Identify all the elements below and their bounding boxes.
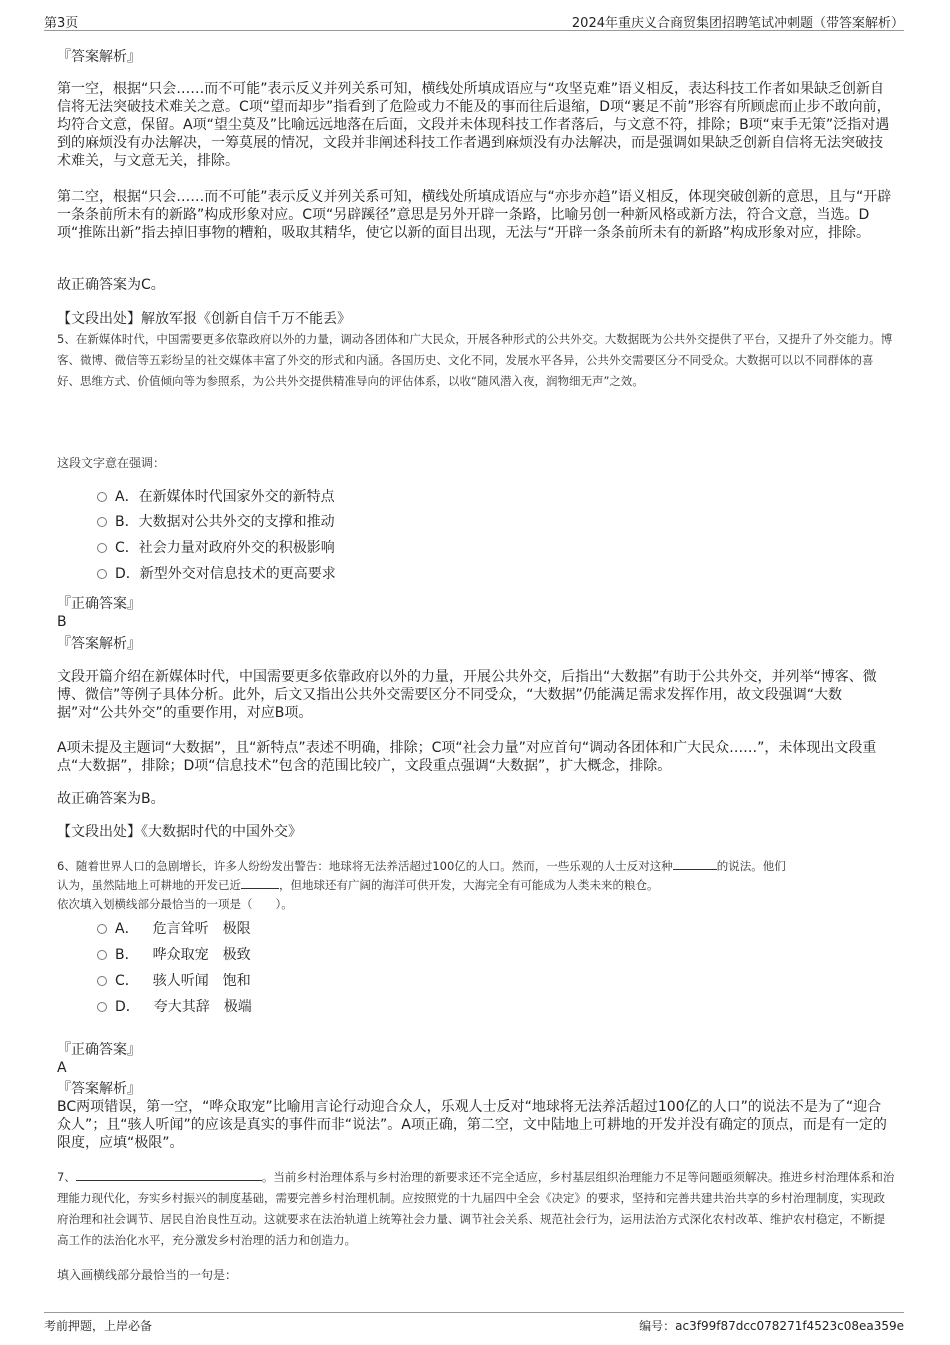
page-footer [44, 1312, 904, 1343]
footer-slogan: 考前押题，上岸必备 [44, 1319, 153, 1333]
option-letter: B． [115, 514, 139, 530]
q4-analysis-para2: 第二空，根据“只会……而不可能”表示反义并列关系可知，横线处所填成语应与“亦步亦趋”语义相反，体现突破创新的意思，且与“开辟一条条前所未有的新路”构成形象对应。C项“另辟蹊径”意思是另外开辟一条路，比喻另创一种新风格或新方法，符合文意，当选。D项“推陈出新”指去掉旧事物的糟粕，吸取其精华，使它以新的面目出现，无法与“开辟一条条前所未有的新路”构成形象对应，排除。 [57, 189, 892, 241]
radio-icon[interactable] [97, 492, 107, 502]
q4-analysis-label: 『答案解析』 [57, 49, 141, 65]
q6-correct-label: 『正确答案』 [57, 1042, 141, 1058]
q5-analysis-label: 『答案解析』 [57, 636, 141, 652]
option-word-2: 极致 [222, 947, 251, 963]
page-number: 第3页 [44, 16, 79, 31]
option-text: 社会力量对政府外交的积极影响 [138, 540, 335, 556]
q6-option-c[interactable] [97, 970, 251, 992]
option-letter: D． [115, 566, 140, 582]
option-word-2: 极限 [222, 921, 251, 937]
q6-analysis-label: 『答案解析』 [57, 1081, 141, 1097]
q5-option-a[interactable] [97, 486, 335, 508]
option-letter: C． [115, 973, 139, 989]
radio-icon[interactable] [97, 517, 107, 527]
q7-blank [76, 1168, 262, 1181]
option-letter: A． [115, 489, 139, 505]
q5-correct-label: 『正确答案』 [57, 596, 141, 612]
q4-source: 【文段出处】解放军报《创新自信千万不能丢》 [57, 311, 351, 327]
q6-stem-part4: ，但地球还有广阔的海洋可供开发，大海完全有可能成为人类未来的粮仓。 [279, 878, 659, 892]
document-title: 2024年重庆义合商贸集团招聘笔试冲刺题（带答案解析） [571, 16, 904, 31]
option-text: 新型外交对信息技术的更高要求 [139, 566, 336, 582]
option-word-1: 骇人听闻 [152, 973, 209, 989]
q6-stem [57, 857, 895, 914]
option-text: 在新媒体时代国家外交的新特点 [138, 489, 335, 505]
document-id: 编号：ac3f99f87dcc078271f4523c08ea359e [639, 1319, 904, 1333]
q5-answer: B [57, 614, 67, 630]
radio-icon[interactable] [97, 924, 107, 934]
q6-blank-2 [241, 876, 279, 889]
q5-analysis-para2: A项未提及主题词“大数据”，且“新特点”表述不明确，排除；C项“社会力量”对应首句“调动各团体和广大民众……”，未体现出文段重点“大数据”，排除；D项“信息技术”包含的范围比较广，文段重点强调“大数据”，扩大概念，排除。 [57, 740, 877, 774]
option-letter: D． [115, 999, 140, 1015]
q4-conclusion: 故正确答案为C。 [57, 277, 165, 293]
radio-icon[interactable] [97, 950, 107, 960]
q5-option-d[interactable] [97, 563, 336, 585]
radio-icon[interactable] [97, 543, 107, 553]
q6-stem-part1: 6、随着世界人口的急剧增长，许多人纷纷发出警告：地球将无法养活超过100亿的人口。然而，一些乐观的人士反对这种 [57, 859, 673, 873]
q6-stem-part3: 认为，虽然陆地上可耕地的开发已近 [57, 878, 241, 892]
option-letter: B． [115, 947, 139, 963]
q5-stem: 5、在新媒体时代，中国需要更多依靠政府以外的力量，调动各团体和广大民众，开展各种形式的公共外交。大数据既为公共外交提供了平台，又提升了外交能力。博客、微博、微信等五彩纷呈的社交媒体丰富了外交的形式和内涵。各国历史、文化不同，发展水平各异，公共外交需要区分不同受众。大数据可以以不同群体的喜好、思维方式、价值倾向等为参照系，为公共外交提供精准导向的评估体系，以收“随风潜入夜，润物细无声”之效。 [57, 332, 893, 388]
option-word-2: 饱和 [222, 973, 251, 989]
q7-prompt: 填入画横线部分最恰当的一句是： [57, 1268, 238, 1282]
q6-answer: A [57, 1060, 67, 1076]
q6-prompt: 依次填入划横线部分最恰当的一项是（ ）。 [57, 897, 293, 911]
q5-source: 【文段出处】《大数据时代的中国外交》 [57, 824, 302, 840]
radio-icon[interactable] [97, 569, 107, 579]
q4-analysis-para1: 第一空，根据“只会……而不可能”表示反义并列关系可知，横线处所填成语应与“攻坚克难”语义相反，表达科技工作者如果缺乏创新自信将无法突破技术难关之意。C项“望而却步”指看到了危险或力不能及的事而往后退缩，D项“裹足不前”形容有所顾虑而止步不敢向前，均符合文意，保留。A项“望尘莫及”比喻远远地落在后面，文段并未体现科技工作者落后，与文意不符，排除；B项“束手无策”泛指对遇到的麻烦没有办法解决，一筹莫展的情况，文段并非阐述科技工作者遇到麻烦没有办法解决，而是强调如果缺乏创新自信将无法突破技术难关，与文意无关，排除。 [57, 81, 891, 169]
q7-number: 7、 [57, 1170, 76, 1184]
q6-option-b[interactable] [97, 944, 251, 966]
page-header [44, 0, 904, 31]
q6-option-a[interactable] [97, 918, 251, 940]
q6-option-d[interactable] [97, 996, 252, 1018]
option-word-1: 夸大其辞 [153, 999, 210, 1015]
q5-option-c[interactable] [97, 537, 335, 559]
option-word-2: 极端 [223, 999, 252, 1015]
radio-icon[interactable] [97, 976, 107, 986]
option-word-1: 哗众取宠 [152, 947, 209, 963]
q6-analysis: BC两项错误，第一空，“哗众取宠”比喻用言论行动迎合众人，乐观人士反对“地球将无法养活超过100亿的人口”的说法不是为了“迎合众人”；且“骇人听闻”的应该是真实的事件而非“说法”。A项正确，第二空，文中陆地上可耕地的开发并没有确定的顶点，而是有一定的限度，应填“极限”。 [57, 1099, 887, 1151]
option-letter: A． [115, 921, 139, 937]
q7-stem [57, 1167, 895, 1251]
q5-option-b[interactable] [97, 511, 335, 533]
q5-prompt: 这段文字意在强调： [57, 456, 166, 470]
q7-stem-text: 。当前乡村治理体系与乡村治理的新要求还不完全适应，乡村基层组织治理能力不足等问题亟须解决。推进乡村治理体系和治理能力现代化，夯实乡村振兴的制度基础，需要完善乡村治理机制。应按照党的十九届四中全会《决定》的要求，坚持和完善共建共治共享的乡村治理制度，实现政府治理和社会调节、居民自治良性互动。这就要求在法治轨道上统筹社会力量、调节社会关系、规范社会行为，运用法治方式深化农村改革、维护农村稳定，不断提高工作的法治化水平，充分激发乡村治理的活力和创造力。 [57, 1170, 895, 1247]
q6-stem-part2: 的说法。他们 [716, 859, 786, 873]
radio-icon[interactable] [97, 1002, 107, 1012]
option-word-1: 危言耸听 [152, 921, 209, 937]
option-letter: C． [115, 540, 139, 556]
q6-blank-1 [673, 857, 717, 870]
q5-analysis-para1: 文段开篇介绍在新媒体时代，中国需要更多依靠政府以外的力量，开展公共外交，后指出“大数据”有助于公共外交，并列举“博客、微博、微信”等例子具体分析。此外，后文又指出公共外交需要区分不同受众，“大数据”仍能满足需求发挥作用，故文段强调“大数据”对“公共外交”的重要作用，对应B项。 [57, 669, 877, 721]
option-text: 大数据对公共外交的支撑和推动 [138, 514, 335, 530]
q5-conclusion: 故正确答案为B。 [57, 791, 165, 807]
